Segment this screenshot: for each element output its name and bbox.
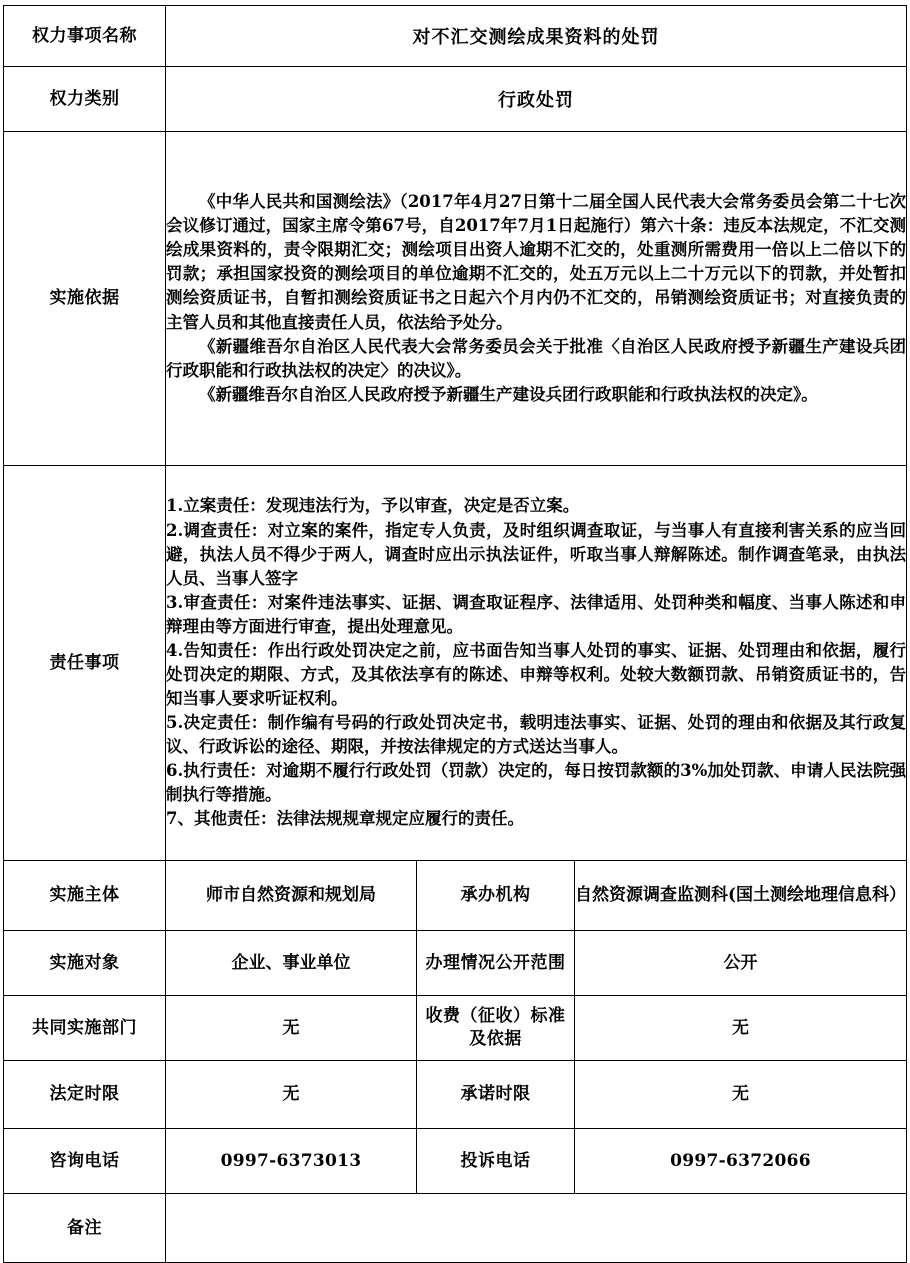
row-label-statutory-limit: 法定时限	[4, 1061, 166, 1129]
row-label-power-type: 权力类别	[4, 67, 166, 132]
handling-org-value: 自然资源调查监测科(国土测绘地理信息科）	[575, 861, 907, 931]
power-item-name-value: 对不汇交测绘成果资料的处罚	[166, 6, 907, 67]
consult-phone-value: 0997-6373013	[166, 1129, 417, 1194]
row-label-handling-org: 承办机构	[417, 861, 575, 931]
fee-standard-value: 无	[575, 996, 907, 1061]
table-row-note	[4, 1194, 907, 1263]
power-type-value: 行政处罚	[166, 67, 907, 132]
legal-basis-paragraph: 《中华人民共和国测绘法》（2017年4月27日第十二届全国人民代表大会常务委员会第二十七次会议修订通过，国家主席令第67号，自2017年7月1日起施行）第六十条：违反本法规定，不汇交测绘成果资料的，责令限期汇交；测绘项目出资人逾期不汇交的，处重测所需费用一倍以上二倍以下的罚款；承担国家投资的测绘项目的单位逾期不汇交的，处五万元以上二十万元以下的罚款，并处暂扣测绘资质证书，自暂扣测绘资质证书之日起六个月内仍不汇交的，吊销测绘资质证书；对直接负责的主管人员和其他直接责任人员，依法给予处分。	[166, 192, 907, 332]
joint-departments-value: 无	[166, 996, 417, 1061]
note-value	[166, 1194, 907, 1263]
row-label-fee-standard: 收费（征收）标准及依据	[417, 996, 575, 1061]
table-row-object	[4, 931, 907, 996]
row-label-disclosure-scope: 办理情况公开范围	[417, 931, 575, 996]
row-label-promised-limit: 承诺时限	[417, 1061, 575, 1129]
row-label-power-item-name: 权力事项名称	[4, 6, 166, 67]
duty-item: 4.告知责任：作出行政处罚决定之前，应书面告知当事人处罚的事实、证据、处罚理由和依据，履行处罚决定的期限、方式，及其依法享有的陈述、申辩等权利。处较大数额罚款、吊销资质证书的，告知当事人要求听证权利。	[166, 640, 907, 709]
row-label-complaint-phone: 投诉电话	[417, 1129, 575, 1194]
row-label-subject: 实施主体	[4, 861, 166, 931]
duties-value	[166, 466, 907, 861]
disclosure-scope-value: 公开	[575, 931, 907, 996]
table-row-duties	[4, 466, 907, 861]
row-label-legal-basis: 实施依据	[4, 132, 166, 466]
table-row-joint-departments	[4, 996, 907, 1061]
complaint-phone-value: 0997-6372066	[575, 1129, 907, 1194]
legal-basis-paragraph: 《新疆维吾尔自治区人民政府授予新疆生产建设兵团行政职能和行政执法权的决定》。	[199, 384, 818, 404]
object-value: 企业、事业单位	[166, 931, 417, 996]
duty-item: 7、其他责任：法律法规规章规定应履行的责任。	[166, 809, 524, 829]
row-label-consult-phone: 咨询电话	[4, 1129, 166, 1194]
table-row-subject	[4, 861, 907, 931]
subject-value: 师市自然资源和规划局	[166, 861, 417, 931]
table-row-legal-basis	[4, 132, 907, 466]
table-row-phone	[4, 1129, 907, 1194]
duty-item: 6.执行责任：对逾期不履行行政处罚（罚款）决定的，每日按罚款额的3%加处罚款、申请人民法院强制执行等措施。	[166, 761, 907, 805]
duty-item: 3.审查责任：对案件违法事实、证据、调查取证程序、法律适用、处罚种类和幅度、当事人陈述和申辩理由等方面进行审查，提出处理意见。	[166, 592, 907, 636]
legal-basis-paragraph: 《新疆维吾尔自治区人民代表大会常务委员会关于批准〈自治区人民政府授予新疆生产建设兵团行政职能和行政执法权的决定〉的决议》。	[166, 336, 907, 380]
table-row-title	[4, 6, 907, 67]
duty-item: 5.决定责任：制作编有号码的行政处罚决定书，载明违法事实、证据、处罚的理由和依据及其行政复议、行政诉讼的途径、期限，并按法律规定的方式送达当事人。	[166, 713, 907, 757]
legal-basis-value	[166, 132, 907, 466]
table-row-time-limit	[4, 1061, 907, 1129]
row-label-object: 实施对象	[4, 931, 166, 996]
duty-item: 2.调查责任：对立案的案件，指定专人负责，及时组织调查取证，与当事人有直接利害关系的应当回避，执法人员不得少于两人，调查时应出示执法证件，听取当事人辩解陈述。制作调查笔录，由执法人员、当事人签字	[166, 520, 907, 588]
row-label-note: 备注	[4, 1194, 166, 1263]
table-row-power-type	[4, 67, 907, 132]
row-label-duties: 责任事项	[4, 466, 166, 861]
statutory-limit-value: 无	[166, 1061, 417, 1129]
promised-limit-value: 无	[575, 1061, 907, 1129]
duty-item: 1.立案责任：发现违法行为，予以审查，决定是否立案。	[166, 496, 580, 516]
row-label-joint-departments: 共同实施部门	[4, 996, 166, 1061]
power-item-table	[3, 5, 907, 1263]
